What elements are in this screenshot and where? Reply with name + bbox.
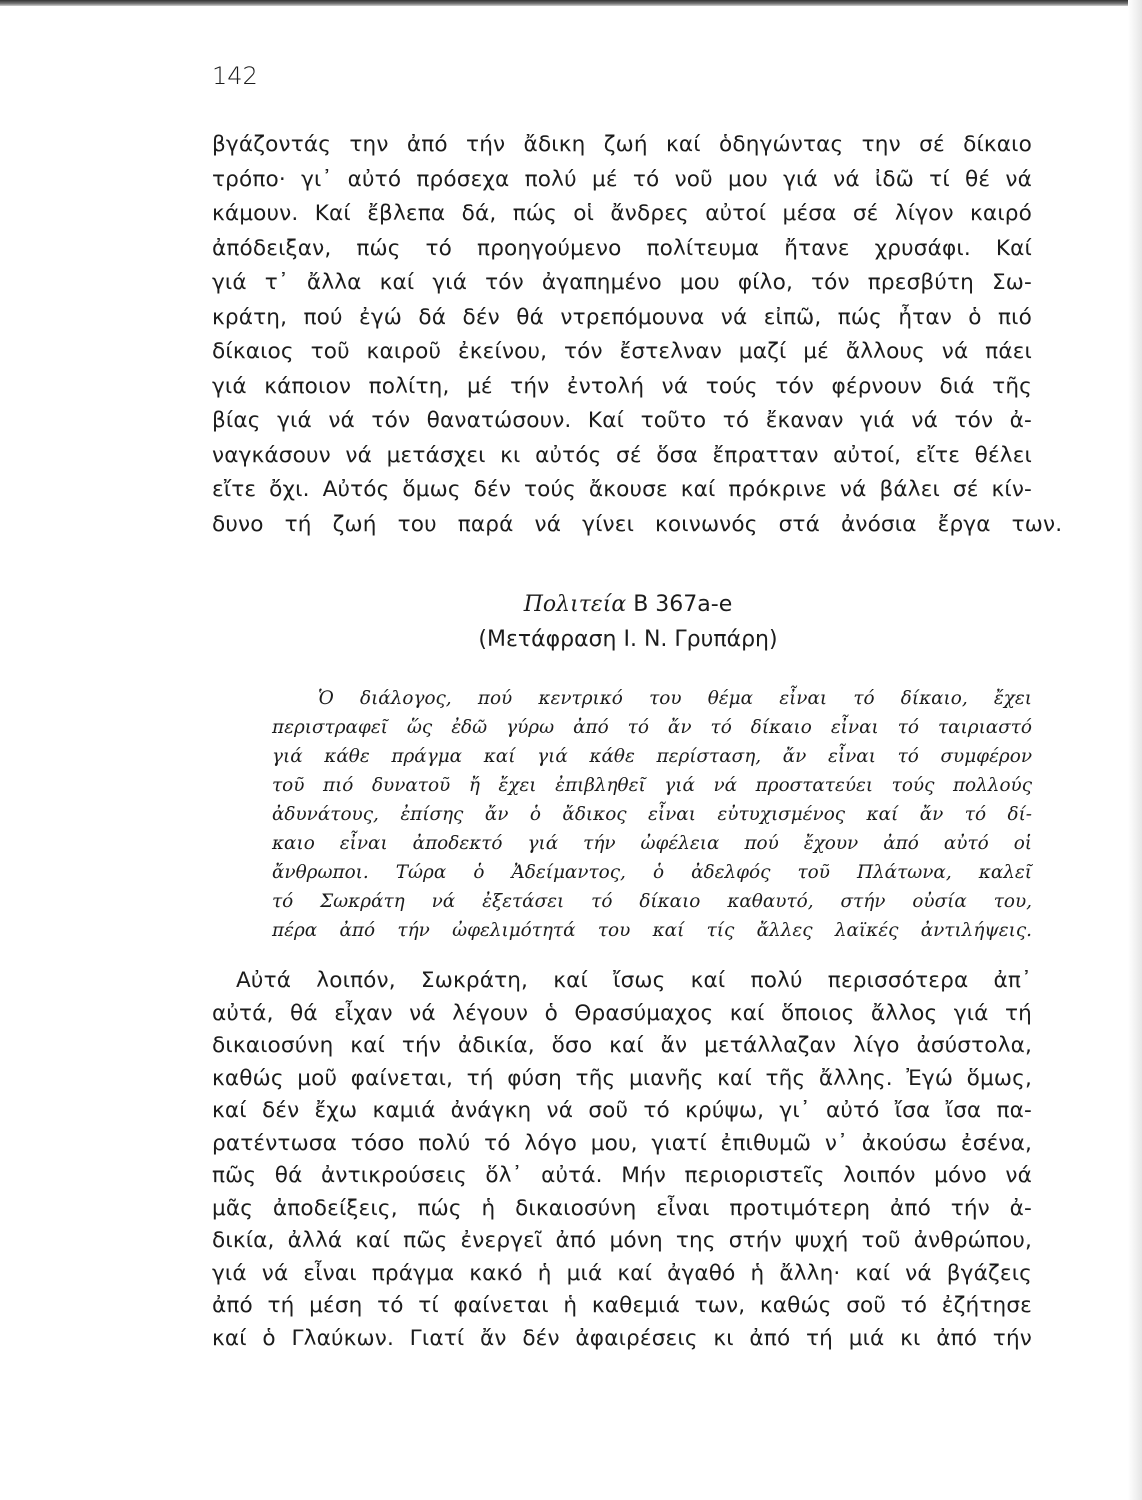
text-line: βγάζοντάς την ἀπό τήν ἄδικη ζωή καί ὁδηγώντας την σέ δίκαιο bbox=[212, 132, 1032, 157]
page-number: 142 bbox=[212, 62, 258, 90]
citation-work: Πολιτεία bbox=[523, 592, 627, 617]
citation-translation: (Μετάφραση Ι. Ν. Γρυπάρη) bbox=[478, 627, 778, 652]
text-line: γιά τ᾽ ἄλλα καί γιά τόν ἀγαπημένο μου φίλο, τόν πρεσβύτη Σω- bbox=[212, 270, 1032, 295]
commentary-line: περιστραφεῖ ὥς ἐδῶ γύρω ἀπό τό ἄν τό δίκαιο εἶναι τό ταιριαστό bbox=[272, 717, 1032, 738]
text-line: μᾶς ἀποδείξεις, πώς ἡ δικαιοσύνη εἶναι προτιμότερη ἀπό τήν ἀ- bbox=[212, 1195, 1032, 1221]
text-line: βίας γιά νά τόν θανατώσουν. Καί τοῦτο τό ἔκαναν γιά νά τόν ἀ- bbox=[212, 408, 1032, 433]
page-top-edge bbox=[0, 0, 1142, 6]
text-line: γιά νά εἶναι πράγμα κακό ἡ μιά καί ἀγαθό ἡ ἄλλη· καί νά βγάζεις bbox=[212, 1260, 1032, 1286]
commentary-line: γιά κάθε πράγμα καί γιά κάθε περίσταση, ἄν εἶναι τό συμφέρον bbox=[272, 746, 1032, 767]
text-line: γιά κάποιον πολίτη, μέ τήν ἐντολή νά τούς τόν φέρνουν διά τῆς bbox=[212, 373, 1032, 399]
page-right-edge-shadow bbox=[1128, 0, 1142, 1500]
text-line: ρατέντωσα τόσο πολύ τό λόγο μου, γιατί ἐπιθυμῶ ν᾽ ἀκούσω ἐσένα, bbox=[212, 1130, 1032, 1156]
text-line: κράτη, πού ἐγώ δά δέν θά ντρεπόμουνα νά εἰπῶ, πώς ἦταν ὁ πιό bbox=[212, 304, 1032, 330]
text-line: αὐτά, θά εἶχαν νά λέγουν ὁ Θρασύμαχος καί ὅποιος ἄλλος γιά τή bbox=[212, 1000, 1032, 1026]
commentary-line: ἄνθρωποι. Τώρα ὁ Ἀδείμαντος, ὁ ἀδελφός τοῦ Πλάτωνα, καλεῖ bbox=[272, 862, 1032, 883]
dialogue-paragraph bbox=[212, 965, 1032, 1355]
text-line: δυνο τή ζωή του παρά νά γίνει κοινωνός στά ἀνόσια ἔργα των. bbox=[212, 511, 1063, 537]
commentary-line: πέρα ἀπό τήν ὠφελιμότητά του καί τίς ἄλλες λαϊκές ἀντιλήψεις. bbox=[272, 920, 1032, 941]
text-line: ἀπό τή μέση τό τί φαίνεται ἡ καθεμιά των, καθώς σοῦ τό ἐζήτησε bbox=[212, 1293, 1032, 1318]
citation-source bbox=[212, 588, 1032, 622]
text-line: καθώς μοῦ φαίνεται, τή φύση τῆς μιανῆς καί τῆς ἄλλης. Ἐγώ ὅμως, bbox=[212, 1065, 1032, 1091]
text-line: δικαιοσύνη καί τήν ἀδικία, ὅσο καί ἄν μετάλλαζαν λίγο ἀσύστολα, bbox=[212, 1033, 1032, 1058]
commentary-line: τό Σωκράτη νά ἐξετάσει τό δίκαιο καθαυτό, στήν οὐσία του, bbox=[272, 891, 1032, 912]
commentary-line: ἀδυνάτους, ἐπίσης ἄν ὁ ἄδικος εἶναι εὐτυχισμένος καί ἄν τό δί- bbox=[272, 804, 1032, 825]
commentary-note bbox=[272, 684, 1032, 945]
text-line: Αὐτά λοιπόν, Σωκράτη, καί ἴσως καί πολύ περισσότερα ἀπ᾽ bbox=[236, 968, 1032, 993]
text-line: πῶς θά ἀντικρούσεις ὅλ᾽ αὐτά. Μήν περιοριστεῖς λοιπόν μόνο νά bbox=[212, 1163, 1032, 1188]
text-line: εἴτε ὄχι. Αὐτός ὅμως δέν τούς ἄκουσε καί πρόκρινε νά βάλει σέ κίν- bbox=[212, 477, 1032, 502]
text-line: καί ὁ Γλαύκων. Γιατί ἄν δέν ἀφαιρέσεις κι ἀπό τή μιά κι ἀπό τήν bbox=[212, 1325, 1032, 1351]
text-line: τρόπο· γι᾽ αὐτό πρόσεχα πολύ μέ τό νοῦ μου γιά νά ἰδῶ τί θέ νά bbox=[212, 166, 1032, 192]
text-line: δικία, ἀλλά καί πῶς ἐνεργεῖ ἀπό μόνη της στήν ψυχή τοῦ ἀνθρώπου, bbox=[212, 1228, 1032, 1253]
text-line: δίκαιος τοῦ καιροῦ ἐκείνου, τόν ἔστελναν μαζί μέ ἄλλους νά πάει bbox=[212, 339, 1032, 364]
commentary-line: Ὁ διάλογος, πού κεντρικό του θέμα εἶναι τό δίκαιο, ἔχει bbox=[318, 688, 1032, 709]
text-line: ἀπόδειξαν, πώς τό προηγούμενο πολίτευμα ἤτανε χρυσάφι. Καί bbox=[212, 235, 1032, 261]
commentary-line: τοῦ πιό δυνατοῦ ἤ ἔχει ἐπιβληθεῖ γιά νά προστατεύει τούς πολλούς bbox=[272, 775, 1032, 796]
commentary-line: καιο εἶναι ἀποδεκτό γιά τήν ὠφέλεια πού ἔχουν ἀπό αὐτό οἱ bbox=[272, 833, 1032, 854]
citation-reference: Β 367a-e bbox=[633, 592, 733, 617]
text-line: κάμουν. Καί ἔβλεπα δά, πώς οἱ ἄνδρες αὐτοί μέσα σέ λίγον καιρό bbox=[212, 201, 1032, 226]
text-line: καί δέν ἔχω καμιά ἀνάγκη νά σοῦ τό κρύψω, γι᾽ αὐτό ἴσα ἴσα πα- bbox=[212, 1098, 1032, 1123]
quotation-paragraph bbox=[212, 128, 1063, 542]
text-line: ναγκάσουν νά μετάσχει κι αὐτός σέ ὅσα ἔπρατταν αὐτοί, εἴτε θέλει bbox=[212, 442, 1032, 468]
